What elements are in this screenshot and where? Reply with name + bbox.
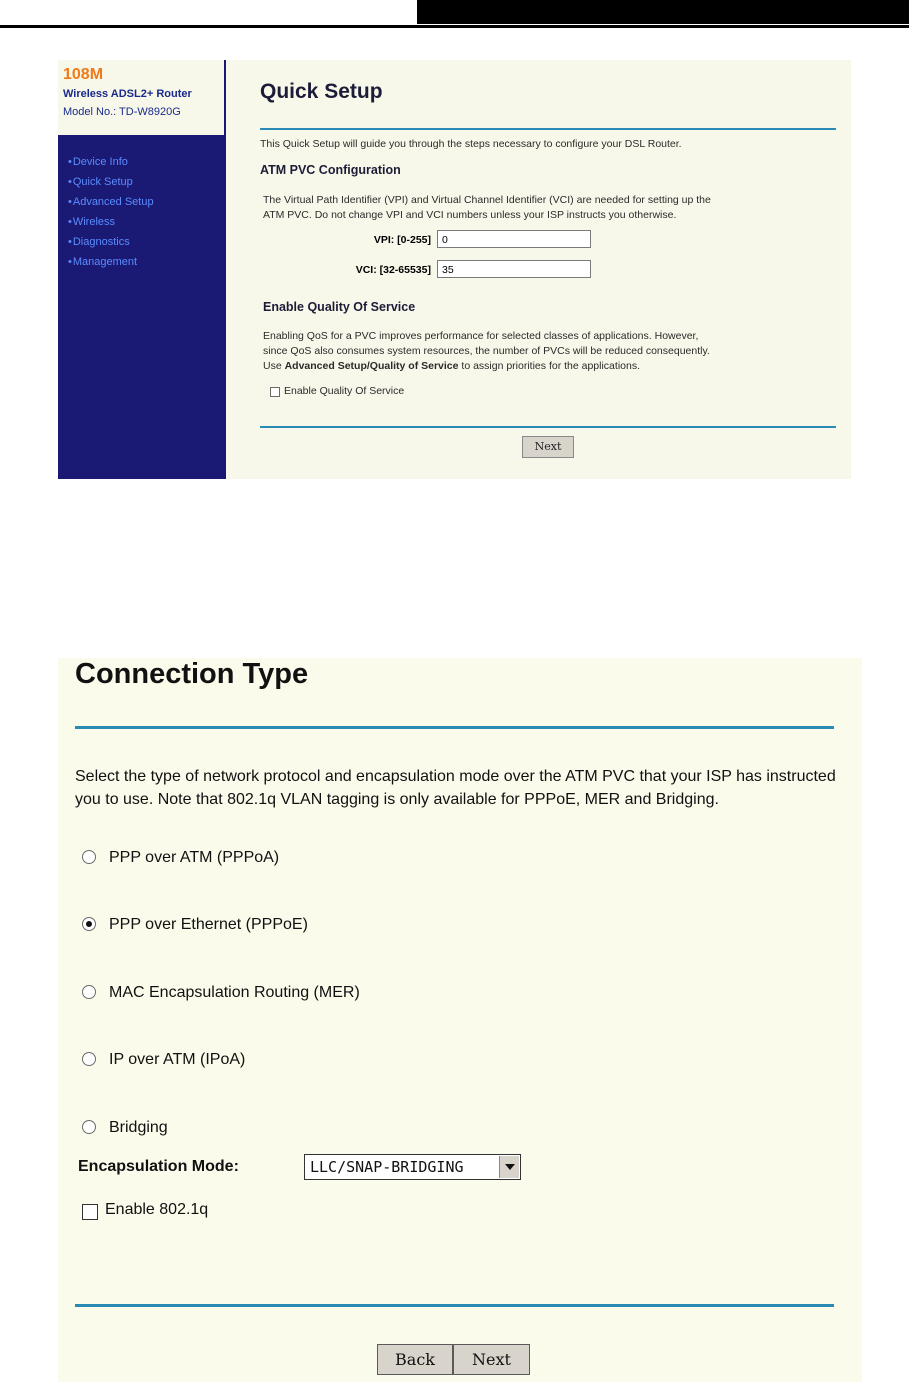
qos-description-line-3 — [263, 360, 640, 373]
intro-text: This Quick Setup will guide you through the steps necessary to configure your DSL Router. — [260, 138, 682, 150]
sidebar-nav — [68, 152, 154, 272]
encapsulation-mode-label: Encapsulation Mode: — [78, 1158, 239, 1175]
vci-input[interactable]: 35 — [437, 260, 591, 278]
radio-label: MAC Encapsulation Routing (MER) — [109, 984, 360, 1001]
radio-button[interactable] — [82, 850, 96, 864]
connection-type-screenshot — [58, 658, 862, 1382]
title-divider — [260, 128, 836, 130]
radio-label: IP over ATM (IPoA) — [109, 1051, 246, 1068]
sidebar-item-quick-setup[interactable]: • Quick Setup — [68, 172, 154, 192]
page-title: Quick Setup — [260, 80, 383, 103]
vci-label: VCI: [32-65535] — [355, 264, 431, 276]
radio-button[interactable] — [82, 985, 96, 999]
radio-selected-dot — [86, 921, 92, 927]
brand-logo: 108M — [63, 66, 104, 83]
quick-setup-screenshot — [58, 60, 851, 479]
vpi-label: VPI: [0-255] — [373, 234, 431, 246]
atm-description-line-2: ATM PVC. Do not change VPI and VCI numbers unless your ISP instructs you otherwise. — [263, 209, 677, 221]
vpi-input[interactable]: 0 — [437, 230, 591, 248]
qos-description-line-1: Enabling QoS for a PVC improves performance for selected classes of applications. However, — [263, 330, 699, 342]
atm-heading: ATM PVC Configuration — [260, 163, 401, 177]
qos-text-prefix: Use — [263, 360, 285, 372]
sidebar-item-wireless[interactable]: • Wireless — [68, 212, 154, 232]
radio-label: PPP over ATM (PPPoA) — [109, 849, 280, 866]
radio-label: PPP over Ethernet (PPPoE) — [109, 916, 308, 933]
qos-settings-link: Advanced Setup/Quality of Service — [284, 360, 459, 372]
sidebar — [58, 60, 226, 479]
sidebar-item-advanced-setup[interactable]: • Advanced Setup — [68, 192, 154, 212]
qos-checkbox[interactable] — [270, 387, 280, 397]
quick-setup-main — [260, 60, 838, 479]
bottom-divider — [260, 426, 836, 428]
radio-button[interactable] — [82, 1052, 96, 1066]
qos-text-suffix: to assign priorities for the applications. — [458, 360, 640, 372]
select-value: LLC/SNAP-BRIDGING — [310, 1158, 464, 1176]
back-button[interactable]: Back — [377, 1344, 453, 1375]
atm-description-line-1: The Virtual Path Identifier (VPI) and Virtual Channel Identifier (VCI) are needed for setting up the — [263, 194, 711, 206]
next-button[interactable]: Next — [453, 1344, 530, 1375]
qos-description-line-2: since QoS also consumes system resources, the number of PVCs will be reduced consequently. — [263, 345, 710, 357]
next-button[interactable]: Next — [522, 436, 574, 458]
product-name: Wireless ADSL2+ Router — [63, 88, 192, 100]
logo-panel — [58, 60, 226, 135]
sidebar-item-device-info[interactable]: • Device Info — [68, 152, 154, 172]
logo-edge — [224, 60, 226, 135]
chevron-down-icon[interactable] — [499, 1156, 519, 1178]
radio-button[interactable] — [82, 917, 96, 931]
header-rule — [0, 25, 909, 28]
header-bar — [417, 0, 909, 24]
bottom-divider — [75, 1304, 834, 1307]
vlan-checkbox[interactable] — [82, 1204, 98, 1220]
qos-checkbox-label: Enable Quality Of Service — [284, 385, 405, 397]
vlan-checkbox-label: Enable 802.1q — [105, 1201, 209, 1218]
qos-heading: Enable Quality Of Service — [263, 300, 416, 314]
sidebar-item-diagnostics[interactable]: • Diagnostics — [68, 232, 154, 252]
connection-description: Select the type of network protocol and encapsulation mode over the ATM PVC that your ISP has instructed you to use. Note that 802.1q VLAN tagging is only available for PPPoE, MER and Bridging. — [75, 768, 836, 808]
model-number: Model No.: TD-W8920G — [63, 106, 181, 118]
encapsulation-mode-select[interactable] — [304, 1154, 521, 1180]
title-divider — [75, 726, 834, 729]
page-title: Connection Type — [75, 658, 309, 690]
sidebar-item-management[interactable]: • Management — [68, 252, 154, 272]
radio-label: Bridging — [109, 1119, 168, 1136]
radio-button[interactable] — [82, 1120, 96, 1134]
